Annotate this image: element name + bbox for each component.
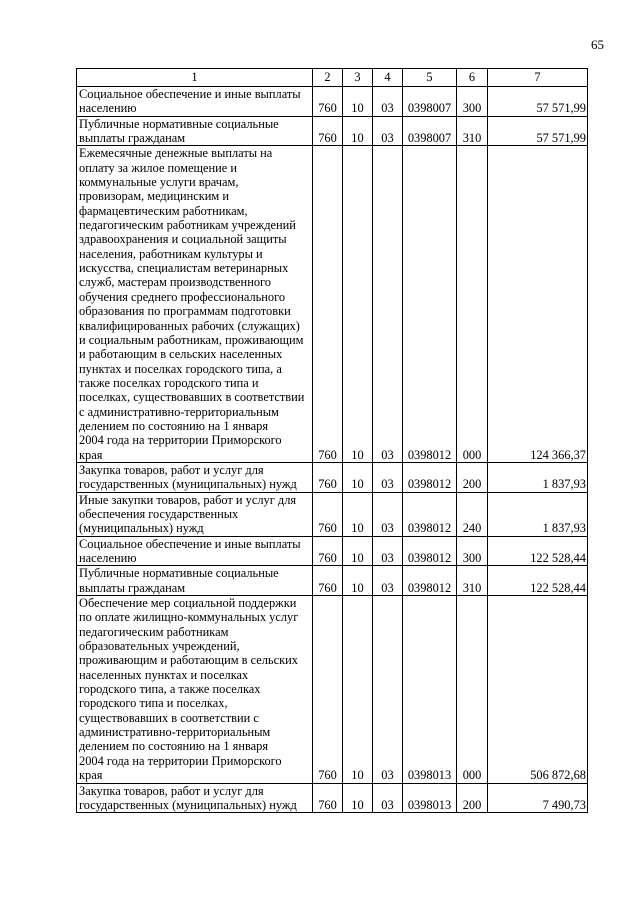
- row-amount: 124 366,37: [488, 146, 588, 463]
- table-row: [77, 566, 588, 596]
- row-code-expense: 240: [457, 492, 488, 536]
- row-name: Иные закупки товаров, работ и услуг для обеспечения государственных (муниципальных) нужд: [79, 492, 297, 536]
- row-code-subsection: 03: [373, 783, 403, 813]
- row-name-cell: [77, 596, 313, 783]
- row-code-target: 0398012: [403, 492, 457, 536]
- header-col-2: 2: [313, 69, 343, 87]
- table-row: [77, 783, 588, 813]
- row-code-section: 10: [343, 566, 373, 596]
- row-amount: 7 490,73: [488, 783, 588, 813]
- row-code-target: 0398007: [403, 116, 457, 146]
- row-amount: 57 571,99: [488, 116, 588, 146]
- row-code-target: 0398012: [403, 462, 457, 492]
- row-code-section: 10: [343, 596, 373, 783]
- row-code-section: 10: [343, 536, 373, 566]
- row-code-target: 0398013: [403, 596, 457, 783]
- row-amount: 122 528,44: [488, 536, 588, 566]
- row-name: Социальное обеспечение и иные выплаты населению: [79, 536, 301, 565]
- row-code-expense: 300: [457, 536, 488, 566]
- row-code-section: 10: [343, 146, 373, 463]
- table-row: [77, 596, 588, 783]
- row-code-admin: 760: [313, 536, 343, 566]
- row-code-expense: 310: [457, 116, 488, 146]
- row-name: Социальное обеспечение и иные выплаты населению: [79, 87, 301, 116]
- row-code-subsection: 03: [373, 566, 403, 596]
- row-name-cell: [77, 783, 313, 813]
- row-code-admin: 760: [313, 462, 343, 492]
- row-name: Закупка товаров, работ и услуг для государственных (муниципальных) нужд: [79, 783, 297, 812]
- row-code-section: 10: [343, 87, 373, 117]
- row-code-target: 0398007: [403, 87, 457, 117]
- table-row: [77, 536, 588, 566]
- row-code-subsection: 03: [373, 146, 403, 463]
- row-name: Закупка товаров, работ и услуг для государственных (муниципальных) нужд: [79, 462, 297, 492]
- row-name: Ежемесячные денежные выплаты на оплату за жилое помещение и коммунальные услуги врачам, провизорам, медицинским и фармацевтическим работникам, педагогическим работникам учреждений здравоохранения и социальной защиты населения, работникам культуры и искусства, специалистам ветеринарных служб, мастерам производственного обучения среднего профессионального образования по программам подготовки квалифицированных рабочих (служащих) и социальным работникам, проживающим и работающим в сельских населенных пунктах и поселках городского типа, а также поселках городского типа и поселках, существовавших в соответствии с административно-территориальным делением по состоянию на 1 января 2004 года на территории Приморского края: [79, 146, 305, 462]
- row-code-section: 10: [343, 783, 373, 813]
- header-col-6: 6: [457, 69, 488, 87]
- table-row: [77, 116, 588, 146]
- row-code-expense: 000: [457, 146, 488, 463]
- header-col-5: 5: [403, 69, 457, 87]
- row-amount: 57 571,99: [488, 87, 588, 117]
- row-code-target: 0398012: [403, 566, 457, 596]
- row-code-subsection: 03: [373, 116, 403, 146]
- row-code-subsection: 03: [373, 87, 403, 117]
- header-col-7: 7: [488, 69, 588, 87]
- row-name: Обеспечение мер социальной поддержки по оплате жилищно-коммунальных услуг педагогическим работникам образовательных учреждений, проживающим и работающим в сельских населенных пунктах и поселках городского типа, а также поселках городского типа и поселках, существовавших в соответствии с административно-территориальным делением по состоянию на 1 января 2004 года на территории Приморского края: [79, 596, 299, 783]
- row-amount: 122 528,44: [488, 566, 588, 596]
- row-code-admin: 760: [313, 87, 343, 117]
- table-row: [77, 146, 588, 463]
- row-code-subsection: 03: [373, 596, 403, 783]
- header-col-4: 4: [373, 69, 403, 87]
- table-row: [77, 492, 588, 536]
- table-row: [77, 462, 588, 492]
- header-col-3: 3: [343, 69, 373, 87]
- page-number: 65: [591, 37, 604, 52]
- row-code-admin: 760: [313, 492, 343, 536]
- row-code-target: 0398012: [403, 536, 457, 566]
- row-name-cell: [77, 462, 313, 492]
- row-name-cell: [77, 566, 313, 596]
- row-name: Публичные нормативные социальные выплаты гражданам: [79, 566, 279, 595]
- row-name-cell: [77, 146, 313, 463]
- row-amount: 1 837,93: [488, 492, 588, 536]
- row-code-expense: 000: [457, 596, 488, 783]
- budget-table: [76, 68, 588, 813]
- header-col-1: 1: [77, 69, 313, 87]
- row-code-subsection: 03: [373, 462, 403, 492]
- row-code-subsection: 03: [373, 536, 403, 566]
- row-amount: 1 837,93: [488, 462, 588, 492]
- row-code-expense: 200: [457, 783, 488, 813]
- row-code-subsection: 03: [373, 492, 403, 536]
- row-code-expense: 300: [457, 87, 488, 117]
- row-name: Публичные нормативные социальные выплаты гражданам: [79, 116, 279, 146]
- row-name-cell: [77, 492, 313, 536]
- row-code-admin: 760: [313, 146, 343, 463]
- row-code-admin: 760: [313, 116, 343, 146]
- row-code-section: 10: [343, 462, 373, 492]
- row-amount: 506 872,68: [488, 596, 588, 783]
- table-header-row: [77, 69, 588, 87]
- row-name-cell: [77, 536, 313, 566]
- row-code-expense: 310: [457, 566, 488, 596]
- row-code-target: 0398013: [403, 783, 457, 813]
- row-code-expense: 200: [457, 462, 488, 492]
- row-code-target: 0398012: [403, 146, 457, 463]
- row-code-section: 10: [343, 116, 373, 146]
- row-name-cell: [77, 116, 313, 146]
- row-code-section: 10: [343, 492, 373, 536]
- row-name-cell: [77, 87, 313, 117]
- row-code-admin: 760: [313, 783, 343, 813]
- row-code-admin: 760: [313, 566, 343, 596]
- row-code-admin: 760: [313, 596, 343, 783]
- table-row: [77, 87, 588, 117]
